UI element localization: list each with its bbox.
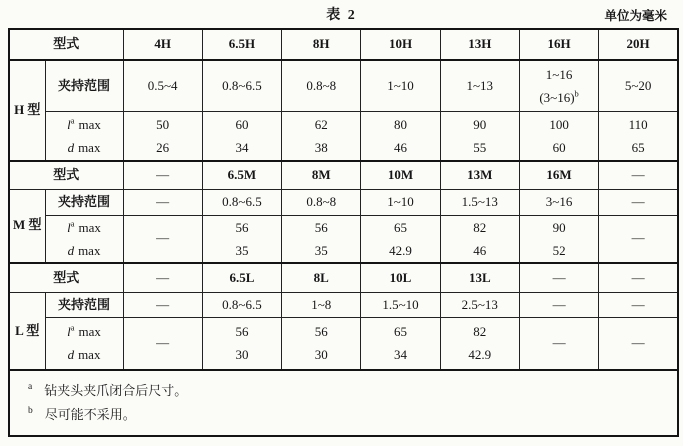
cell-h-ld-13h: 90 55 [440, 111, 519, 161]
header-row [9, 29, 678, 60]
cell-l-range-20h: — [599, 293, 678, 318]
cell-m-range-8m: 0.8~8 [282, 189, 361, 215]
footnote-a-marker: a [28, 382, 33, 393]
row-label-type-m: 型式 [9, 161, 123, 189]
cell-m-ld-20h-dash: — [599, 215, 678, 263]
cell-l-range-10l: 1.5~10 [361, 293, 440, 318]
range-16-line1: 1~16 [545, 66, 573, 82]
cell-m-range-13m: 1.5~13 [440, 189, 519, 215]
footnote-b [28, 403, 677, 427]
cell-l-ld-10l: 65 34 [361, 318, 440, 370]
h-range-row [9, 60, 678, 111]
footnotes-cell [9, 370, 678, 436]
cell-h-ld-16h: 100 60 [519, 111, 598, 161]
cell-m-type-4h: — [123, 161, 202, 189]
cell-m-range-4h: — [123, 189, 202, 215]
l-range-row [9, 293, 678, 318]
cell-m-type-13m: 13M [440, 161, 519, 189]
cell-h-ld-6-5h: 60 34 [202, 111, 281, 161]
l-type-row [9, 263, 678, 293]
cell-m-type-10m: 10M [361, 161, 440, 189]
cell-h-ld-10h: 80 46 [361, 111, 440, 161]
row-label-range-m: 夹持范围 [45, 189, 123, 215]
cell-m-type-20h: — [599, 161, 678, 189]
cell-m-ld-4h-dash: — [123, 215, 202, 263]
row-label-range: 夹持范围 [45, 60, 123, 111]
unit-label: 单位为毫米 [604, 9, 667, 23]
col-header-6-5h: 6.5H [202, 29, 281, 60]
cell-h-range-8h: 0.8~8 [282, 60, 361, 111]
cell-h-ld-4h: 50 26 [123, 111, 202, 161]
footnote-b-text: 尽可能不采用。 [44, 406, 136, 422]
cell-h-range-4h: 0.5~4 [123, 60, 202, 111]
cell-l-type-20h: — [599, 263, 678, 293]
cell-l-type-10l: 10L [361, 263, 440, 293]
table-caption: 表 2 [326, 8, 357, 23]
cell-m-ld-16m: 90 52 [519, 215, 598, 263]
cell-h-range-6-5h: 0.8~6.5 [202, 60, 281, 111]
group-label-h: H 型 [9, 60, 45, 161]
cell-m-ld-13m: 82 46 [440, 215, 519, 263]
cell-h-ld-20h: 110 65 [599, 111, 678, 161]
footnotes-row [9, 370, 678, 436]
cell-l-ld-4h-dash: — [123, 318, 202, 370]
cell-l-range-4h: — [123, 293, 202, 318]
l-max-label: $l^a$ max [67, 115, 101, 132]
cell-m-type-8m: 8M [282, 161, 361, 189]
cell-h-range-16h [519, 60, 598, 111]
col-header-13h: 13H [440, 29, 519, 60]
cell-m-ld-6-5m: 56 35 [202, 215, 281, 263]
col-header-20h: 20H [599, 29, 678, 60]
cell-l-type-13l: 13L [440, 263, 519, 293]
d-max-label: d max [67, 139, 101, 155]
range-16-line2: (3~16)$^b$ [539, 88, 579, 105]
l-ld-row [9, 318, 678, 370]
cell-m-range-16m: 3~16 [519, 189, 598, 215]
cell-m-type-16m: 16M [519, 161, 598, 189]
cell-l-type-8l: 8L [282, 263, 361, 293]
row-label-type-l: 型式 [9, 263, 123, 293]
cell-l-ld-20h-dash: — [599, 318, 678, 370]
cell-m-range-6-5m: 0.8~6.5 [202, 189, 281, 215]
cell-m-ld-10m: 65 42.9 [361, 215, 440, 263]
footnote-a-text: 钻夹头夹爪闭合后尺寸。 [44, 382, 188, 398]
corner-cell-type: 型式 [9, 29, 123, 60]
cell-m-type-6-5m: 6.5M [202, 161, 281, 189]
row-label-l-d-max [45, 111, 123, 161]
m-ld-row [9, 215, 678, 263]
footnote-ref-a: a [70, 115, 75, 126]
col-header-4h: 4H [123, 29, 202, 60]
cell-m-range-10m: 1~10 [361, 189, 440, 215]
cell-m-ld-8m: 56 35 [282, 215, 361, 263]
row-label-range-l: 夹持范围 [45, 293, 123, 318]
row-label-l-d-max-l: $l^a$ max d max [45, 318, 123, 370]
footnote-b-marker: b [28, 406, 33, 417]
cell-l-ld-8l: 56 30 [282, 318, 361, 370]
col-header-16h: 16H [519, 29, 598, 60]
cell-l-type-16h: — [519, 263, 598, 293]
cell-l-type-4h: — [123, 263, 202, 293]
cell-l-ld-13l: 82 42.9 [440, 318, 519, 370]
cell-l-range-8l: 1~8 [282, 293, 361, 318]
cell-l-ld-6-5l: 56 30 [202, 318, 281, 370]
cell-l-range-13l: 2.5~13 [440, 293, 519, 318]
footnote-ref-b: b [574, 88, 579, 99]
col-header-8h: 8H [282, 29, 361, 60]
spec-table [8, 28, 679, 437]
cell-l-range-6-5l: 0.8~6.5 [202, 293, 281, 318]
group-label-m: M 型 [9, 189, 45, 263]
cell-h-range-20h: 5~20 [599, 60, 678, 111]
m-type-row [9, 161, 678, 189]
cell-m-range-20h: — [599, 189, 678, 215]
m-range-row [9, 189, 678, 215]
footnote-a [28, 379, 677, 403]
h-ld-row [9, 111, 678, 161]
cell-l-range-16h: — [519, 293, 598, 318]
col-header-10h: 10H [361, 29, 440, 60]
cell-h-range-10h: 1~10 [361, 60, 440, 111]
cell-l-type-6-5l: 6.5L [202, 263, 281, 293]
cell-h-ld-8h: 62 38 [282, 111, 361, 161]
cell-l-ld-16h-dash: — [519, 318, 598, 370]
group-label-l: L 型 [9, 293, 45, 370]
row-label-l-d-max-m: $l^a$ max d max [45, 215, 123, 263]
cell-h-range-13h: 1~13 [440, 60, 519, 111]
